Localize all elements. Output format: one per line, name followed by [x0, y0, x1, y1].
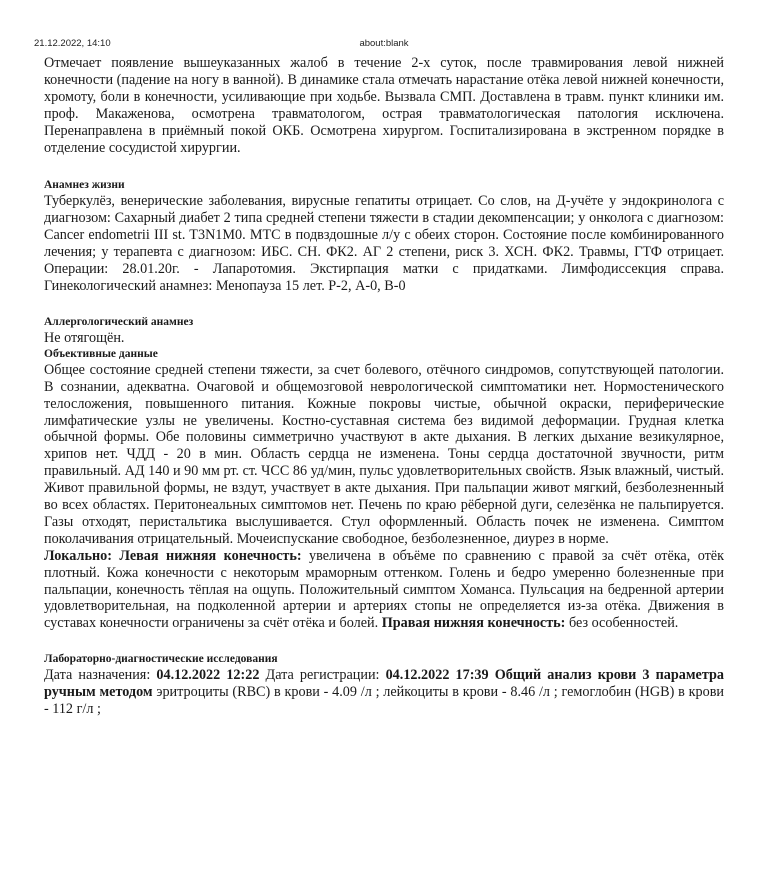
allergy-text: Не отягощён. [44, 329, 125, 346]
local-status [44, 548, 724, 633]
print-header [0, 38, 768, 52]
reg-date-label: Дата регистрации: [259, 667, 386, 684]
lab-heading: Лабораторно-диагностические исследования [44, 653, 278, 666]
test-results: эритроциты (RBC) в крови - 4.09 /л ; лейкоциты в крови - 8.46 /л ; гемоглобин (HGB) в крови - 112 г/л ; [44, 684, 724, 718]
lab-entry [44, 667, 724, 718]
assign-date: 04.12.2022 12:22 [156, 667, 260, 684]
print-url: about:blank [359, 38, 409, 49]
objective-text: Общее состояние средней степени тяжести, за счет болевого, отёчного синдромов, сопутствующей патологии. В сознании, адекватна. Очаговой и общемозговой неврологической симптоматики нет. Нормостенического телосложения, повышенного питания. Кожные покровы чистые, обычной окраски, периферические лимфатические узлы не увеличены. Костно-суставная система без видимой деформации. Грудная клетка обычной формы. Обе половины симметрично участвуют в акте дыхания. В легких дыхание везикулярное, хрипов нет. ЧДД - 20 в мин. Область сердца не изменена. Тоны сердца достаточной звучности, ритм правильный. АД 140 и 90 мм рт. ст. ЧСС 86 уд/мин, пульс удовлетворительных свойств. Язык влажный, чистый. Живот правильной формы, не вздут, участвует в акте дыхания. При пальпации живот мягкий, безболезненный во всех областях. Перитонеальных симптомов нет. Печень по краю рёберной дуги, селезёнка не пальпируется. Газы отходят, перистальтика выслушивается. Стул оформленный. Область почек не изменена. Симптом поколачивания отрицательный. Мочеиспускание свободное, безболезненное, диурез в норме. [44, 361, 724, 547]
right-limb-text: без особенностей. [565, 615, 679, 632]
print-datetime: 21.12.2022, 14:10 [34, 38, 111, 49]
assign-date-label: Дата назначения: [44, 667, 157, 684]
life-history-heading: Анамнез жизни [44, 179, 125, 192]
test-name: Общий анализ крови 3 параметра ручным методом [44, 667, 724, 701]
reg-date: 04.12.2022 17:39 [385, 667, 489, 684]
medical-record [44, 55, 724, 718]
right-limb-label: Правая нижняя конечность: [381, 615, 566, 632]
local-status-text: увеличена в объёме по сравнению с правой за счёт отёка, отёк плотный. Кожа конечности с некоторым мраморным оттенком. Голень и бедро умеренно болезненные при пальпации, конечность тёплая на ощупь. Положительный симптом Хоманса. Пульсация на бедренной артерии удовлетворительная, на подколенной артерии и артериях стопы не определяется из-за отёка. Движения в суставах конечности ограничены за счёт отёка и болей. [44, 547, 724, 632]
life-history-text: Туберкулёз, венерические заболевания, вирусные гепатиты отрицает. Со слов, на Д-учёте у эндокринолога с диагнозом: Сахарный диабет 2 типа средней степени тяжести в стадии декомпенсации; у онколога с диагнозом: Cancer endometrii III st. T3N1M0. МТС в подвздошные л/у с обеих сторон. Состояние после комбинированного лечения; у терапевта с диагнозом: ИБС. СН. ФК2. АГ 2 степени, риск 3. ХСН. ФК2. Травмы, ГТФ отрицает. Операции: 28.01.20г. - Лапаротомия. Экстирпация матки с придатками. Лимфодиссекция справа. Гинекологический анамнез: Менопауза 15 лет. Р-2, А-0, В-0 [44, 193, 724, 294]
allergy-heading: Аллергологический анамнез [44, 315, 194, 328]
objective-heading: Объективные данные [44, 347, 158, 360]
complaints-history-text: Отмечает появление вышеуказанных жалоб в течение 2-х суток, после травмирования левой нижней конечности (падение на ногу в ванной). В динамике стала отмечать нарастание отёка левой нижней конечности, хромоту, боли в конечности, усиливающие при ходьбе. Вызвала СМП. Доставлена в травм. пункт клиники им. проф. Макаженова, осмотрена травматологом, острая травматологическая патология исключена. Перенаправлена в приёмный покой ОКБ. Осмотрена хирургом. Госпитализирована в экстренном порядке в отделение сосудистой хирургии. [44, 55, 724, 156]
local-status-label: Локально: Левая нижняя конечность: [44, 547, 302, 564]
